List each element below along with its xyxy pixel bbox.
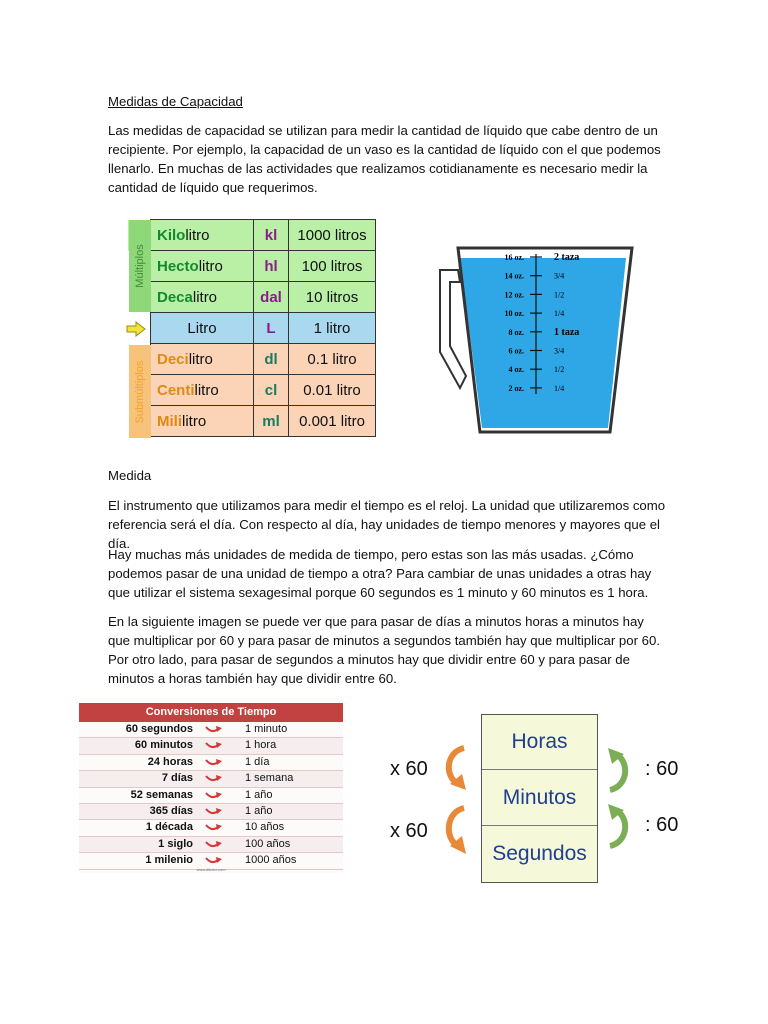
submultiples-label: Submúltiplos <box>134 360 146 423</box>
jug-cup-label: 1/4 <box>554 383 565 393</box>
curved-arrow-up-icon <box>602 800 634 850</box>
table-row <box>79 837 343 853</box>
measuring-jug-image <box>436 242 636 434</box>
time-conversions-image <box>79 703 343 873</box>
table-row <box>79 722 343 738</box>
conversion-to: 1 minuto <box>245 723 288 735</box>
divide-label: : 60 <box>645 758 679 780</box>
unit-value: 1000 litros <box>289 220 376 251</box>
table-row <box>79 755 343 771</box>
jug-cup-label: 1/2 <box>554 290 565 300</box>
conversion-to: 1 día <box>245 755 270 768</box>
table-row <box>79 738 343 754</box>
jug-oz-label: 10 oz. <box>504 309 524 319</box>
conversion-from: 60 minutos <box>134 739 193 752</box>
multiples-label: Múltiplos <box>134 244 146 288</box>
conversion-to: 1 hora <box>245 739 277 752</box>
unit-symbol: L <box>254 313 289 344</box>
unit-value: 0.1 litro <box>289 344 376 375</box>
jug-cup-label: 3/4 <box>554 271 565 281</box>
conversions-footer: www.ditutor.com <box>196 867 226 872</box>
unit-value: 100 litros <box>289 251 376 282</box>
divide-label: : 60 <box>645 814 679 836</box>
table-row <box>79 771 343 787</box>
table-row <box>128 282 376 313</box>
unit-hours: Horas <box>482 715 597 770</box>
conversion-from: 60 segundos <box>125 723 193 735</box>
unit-symbol: cl <box>254 375 289 406</box>
unit-prefix: Centi <box>157 381 195 399</box>
arrow-right-icon <box>205 839 223 850</box>
arrow-right-icon <box>205 790 223 801</box>
unit-prefix: Hecto <box>157 257 199 275</box>
multiply-label: x 60 <box>390 758 428 780</box>
unit-prefix: Deca <box>157 288 193 306</box>
conversion-to: 1 año <box>245 788 273 801</box>
curved-arrow-up-icon <box>602 744 634 794</box>
unit-base: litro <box>182 412 207 430</box>
unit-symbol: ml <box>254 406 289 437</box>
unit-symbol: dal <box>254 282 289 313</box>
submultiples-label-band <box>129 345 151 438</box>
conversion-from: 1 siglo <box>158 837 193 850</box>
unit-prefix: Kilo <box>157 226 186 244</box>
conversion-to: 1000 años <box>245 854 297 867</box>
unit-name: Litro <box>151 313 254 344</box>
conversion-from: 24 horas <box>147 755 193 768</box>
paragraph-time-3: En la siguiente imagen se puede ver que para pasar de días a minutos horas a minutos hay que multiplicar por 60 y para pasar de minutos a segundos también hay que multiplicar por 60. Por otro lado, para pasar de segundos a minutos hay que dividir entre 60 y para pasar de minutos a horas también hay que dividir entre 60. <box>108 614 660 686</box>
unit-base: litro <box>194 381 219 399</box>
jug-oz-label: 8 oz. <box>508 327 524 337</box>
table-row <box>128 313 376 344</box>
conversions-header: Conversiones de Tiempo <box>79 703 343 722</box>
jug-oz-label: 2 oz. <box>508 383 524 393</box>
unit-value: 1 litro <box>289 313 376 344</box>
paragraph-time-1: El instrumento que utilizamos para medir el tiempo es el reloj. La unidad que utilizaremos como referencia será el día. Con respecto al día, hay unidades de tiempo menores y mayores que el día. <box>108 498 666 551</box>
unit-symbol: hl <box>254 251 289 282</box>
unit-base: litro <box>188 350 213 368</box>
table-row <box>128 220 376 251</box>
arrow-right-icon <box>205 724 223 735</box>
jug-oz-label: 16 oz. <box>504 253 524 262</box>
arrow-right-icon <box>205 740 223 751</box>
conversion-from: 1 milenio <box>145 854 193 867</box>
jug-oz-label: 6 oz. <box>508 346 524 356</box>
arrow-right-icon <box>205 855 223 866</box>
conversion-to: 1 semana <box>245 772 294 785</box>
unit-value: 0.001 litro <box>289 406 376 437</box>
unit-base: litro <box>198 257 223 275</box>
jug-oz-label: 14 oz. <box>504 271 524 281</box>
capacity-table <box>128 219 376 437</box>
conversion-from: 1 década <box>145 821 193 834</box>
table-row <box>128 344 376 375</box>
jug-oz-label: 4 oz. <box>508 365 524 375</box>
jug-cup-label: 2 taza <box>554 252 580 263</box>
multiply-label: x 60 <box>390 820 428 842</box>
paragraph-time-2: Hay muchas más unidades de medida de tiempo, pero estas son las más usadas. ¿Cómo podemos pasar de una unidad de tiempo a otra? Para cambiar de unas unidades a otras hay que utilizar el sistema sexagesimal porque 60 segundos es 1 minuto y 60 minutos es 1 hora. <box>108 547 652 600</box>
unit-prefix: Mili <box>157 412 182 430</box>
conversion-to: 100 años <box>245 837 291 850</box>
arrow-right-icon <box>205 822 223 833</box>
conversion-from: 52 semanas <box>130 788 193 801</box>
curved-arrow-down-icon <box>440 744 472 794</box>
unit-symbol: kl <box>254 220 289 251</box>
unit-minutes: Minutos <box>482 771 597 826</box>
unit-prefix: Deci <box>157 350 189 368</box>
jug-oz-label: 12 oz. <box>504 290 524 300</box>
unit-base: litro <box>192 288 218 306</box>
jug-cup-label: 1/4 <box>554 309 565 319</box>
table-row <box>128 251 376 282</box>
table-row <box>79 804 343 820</box>
unit-symbol: dl <box>254 344 289 375</box>
conversion-from: 7 días <box>161 772 193 785</box>
unit-base: litro <box>185 226 210 244</box>
arrow-right-icon <box>205 806 223 817</box>
table-row <box>79 820 343 836</box>
table-row <box>128 406 376 437</box>
section-title-capacity: Medidas de Capacidad <box>108 94 243 109</box>
conversion-from: 365 días <box>149 804 193 817</box>
arrow-right-icon <box>205 773 223 784</box>
conversion-to: 10 años <box>245 821 285 834</box>
jug-cup-label: 1 taza <box>554 326 580 338</box>
conversion-to: 1 año <box>245 804 273 817</box>
arrow-right-icon <box>126 321 146 337</box>
jug-cup-label: 1/2 <box>554 365 565 375</box>
arrow-right-icon <box>205 757 223 768</box>
jug-cup-label: 3/4 <box>554 346 565 356</box>
multiples-label-band <box>129 220 151 312</box>
unit-seconds: Segundos <box>492 842 587 865</box>
unit-value: 10 litros <box>289 282 376 313</box>
curved-arrow-down-icon <box>440 804 472 858</box>
section-title-time: Medida <box>108 468 152 483</box>
paragraph-capacity: Las medidas de capacidad se utilizan para medir la cantidad de líquido que cabe dentro de un recipiente. Por ejemplo, la capacidad de un vaso es la cantidad de líquido con el que podemos llenarlo. En muchas de las actividades que realizamos cotidianamente es necesario medir la cantidad de líquido que requerimos. <box>108 123 661 195</box>
table-row <box>128 375 376 406</box>
unit-value: 0.01 litro <box>289 375 376 406</box>
time-units-diagram <box>481 714 598 883</box>
table-row <box>79 788 343 804</box>
